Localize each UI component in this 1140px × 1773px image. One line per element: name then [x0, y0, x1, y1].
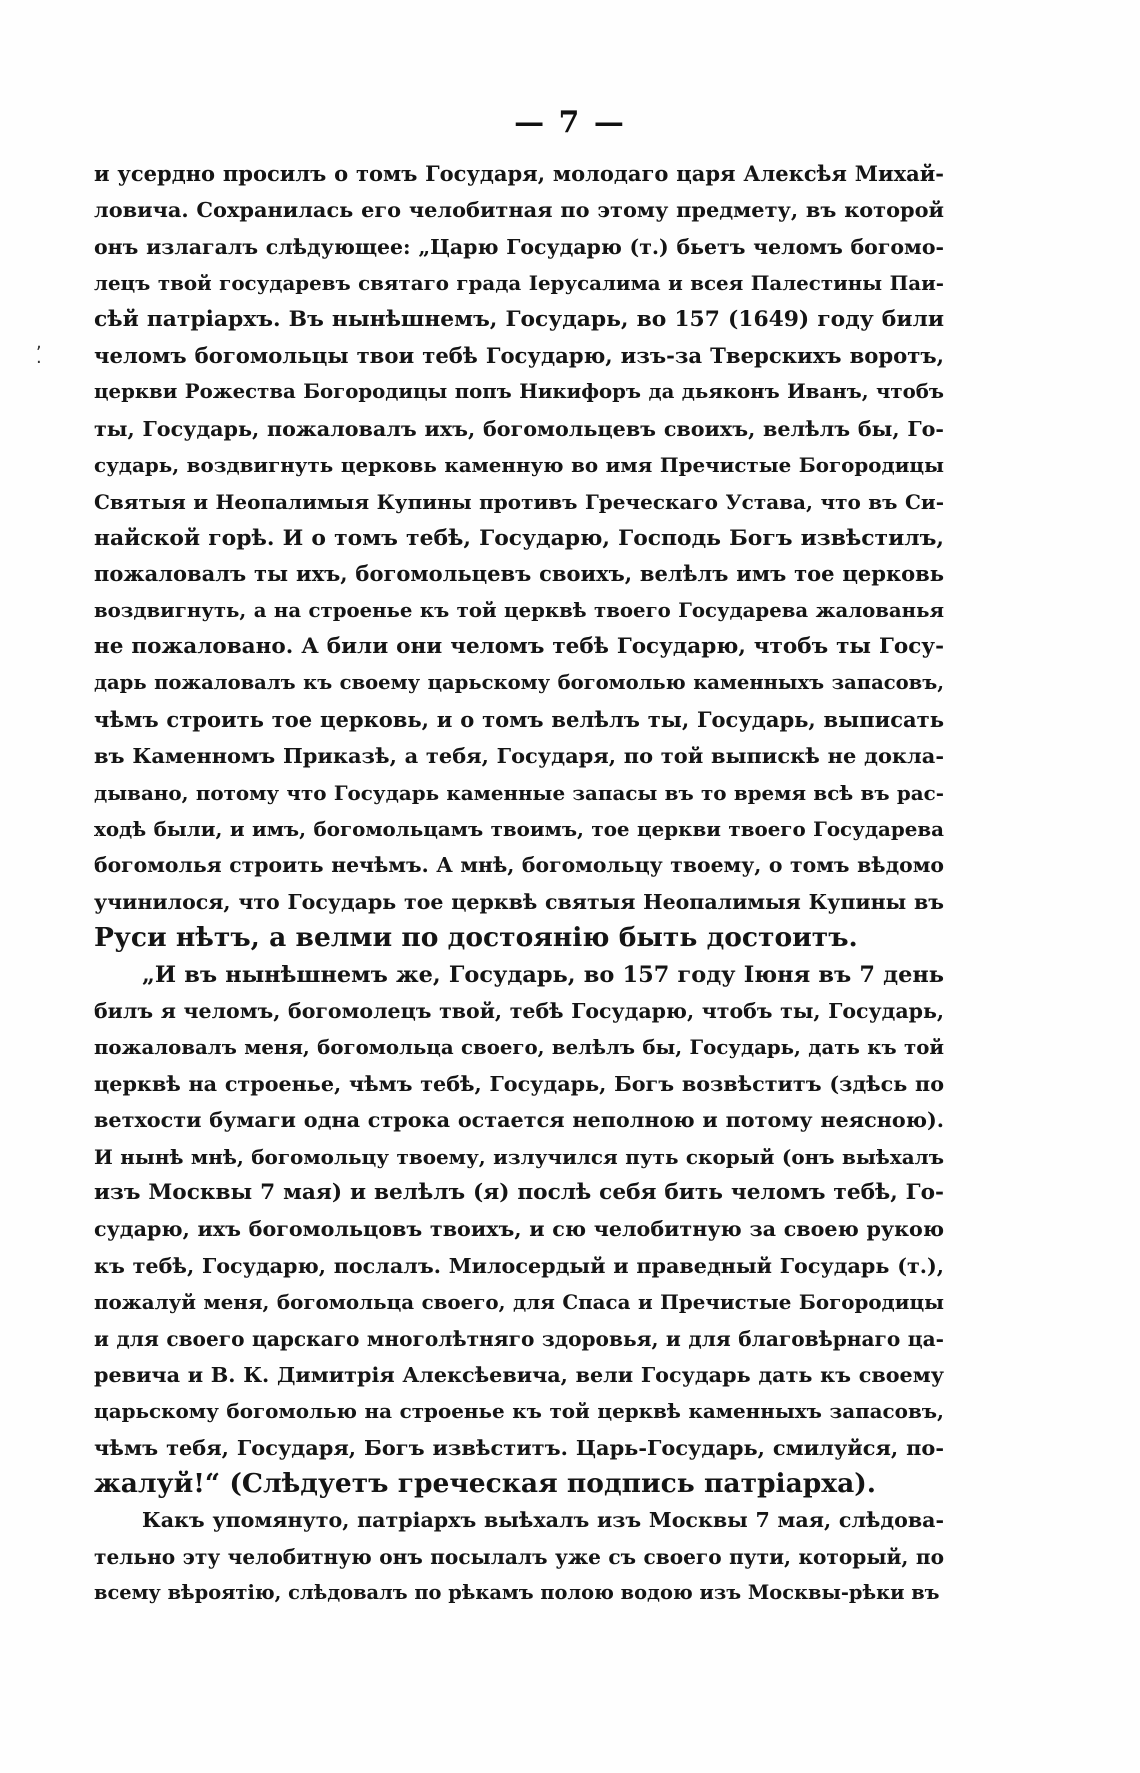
text-line: билъ я челомъ, богомолецъ твой, тебѣ Государю, чтобъ ты, Государь, — [94, 998, 944, 1023]
text-line: церкви Рожества Богородицы попъ Никифоръ да дьяконъ Иванъ, чтобъ — [94, 380, 944, 404]
paragraph — [94, 1502, 944, 1611]
text-line: ветхости бумаги одна строка остается неполною и потому неясною). — [94, 1108, 944, 1133]
text-line: дарь пожаловалъ къ своему царьскому богомолью каменныхъ запасовъ, — [94, 671, 944, 695]
paragraph — [94, 957, 944, 1503]
text-line: ловича. Сохранилась его челобитная по этому предмету, въ которой — [94, 197, 944, 223]
text-line: чѣмъ тебя, Государя, Богъ извѣститъ. Царь-Государь, смилуйся, по- — [94, 1434, 944, 1460]
text-line: найской горѣ. И о томъ тебѣ, Государю, Господь Богъ извѣстилъ, — [94, 524, 944, 551]
text-line: пожалуй меня, богомольца своего, для Спаса и Пречистые Богородицы — [94, 1290, 944, 1315]
text-line: церквѣ на строенье, чѣмъ тебѣ, Государь, Богъ возвѣститъ (здѣсь по — [94, 1071, 944, 1096]
text-line: учинилося, что Государь тое церквѣ святыя Неопалимыя Купины въ — [94, 889, 944, 914]
text-line: богомолья строить нечѣмъ. А мнѣ, богомольцу твоему, о томъ вѣдомо — [94, 853, 944, 878]
text-line: Руси нѣтъ, а велми по достоянію быть достоитъ. — [94, 922, 858, 954]
body-text — [94, 156, 944, 1612]
text-line: и усердно просилъ о томъ Государя, молодаго царя Алексѣя Михай- — [94, 161, 944, 186]
text-line: Святыя и Неопалимыя Купины противъ Греческаго Устава, что въ Си- — [94, 489, 944, 514]
text-line: въ Каменномъ Приказѣ, а тебя, Государя, по той выпискѣ не доклa- — [94, 743, 944, 769]
text-line: царьскому богомолью на строенье къ той церквѣ каменныхъ запасовъ, — [94, 1399, 944, 1424]
text-line: дывано, потому что Государь каменные запасы въ то время всѣ въ рас- — [94, 780, 944, 805]
text-line: жалуй!“ (Слѣдуетъ греческая подпись патріарха). — [94, 1468, 877, 1500]
text-line: ты, Государь, пожаловалъ ихъ, богомольцевъ своихъ, велѣлъ бы, Го- — [94, 416, 944, 441]
page-number: — 7 — — [514, 105, 626, 140]
text-line: тельно эту челобитную онъ посылалъ уже съ своего пути, который, по — [94, 1544, 944, 1569]
margin-mark: , — [36, 332, 42, 353]
text-line: къ тебѣ, Государю, послалъ. Милосердый и праведный Государь (т.), — [94, 1253, 944, 1278]
text-line: всему вѣроятію, слѣдовалъ по рѣкамъ полою водою изъ Москвы-рѣки въ — [94, 1581, 940, 1605]
text-line: сударь, воздвигнуть церковь каменную во имя Пречистые Богородицы — [94, 453, 944, 478]
text-line: чѣмъ строить тое церковь, и о томъ велѣлъ ты, Государь, выписать — [94, 706, 944, 732]
text-line: изъ Москвы 7 мая) и велѣлъ (я) послѣ себя бить челомъ тебѣ, Го- — [94, 1179, 944, 1205]
text-line: ходѣ были, и имъ, богомольцамъ твоимъ, тое церкви твоего Государева — [94, 817, 944, 842]
margin-mark: · — [36, 352, 42, 373]
paragraph — [94, 156, 944, 957]
text-line: и для своего царскаго многолѣтняго здоровья, и для благовѣрнаго ца- — [94, 1326, 944, 1351]
text-line: лецъ твой государевъ святаго града Іерусалима и всея Палестины Паи- — [94, 271, 944, 296]
text-line: пожаловалъ ты ихъ, богомольцевъ своихъ, велѣлъ имъ тое церковь — [94, 561, 944, 587]
text-line: ревича и В. К. Димитрія Алексѣевича, вели Государь дать къ своему — [94, 1362, 944, 1387]
text-line: не пожаловано. А били они челомъ тебѣ Государю, чтобъ ты Госу- — [94, 634, 944, 660]
text-line: сѣй патріархъ. Въ нынѣшнемъ, Государь, во 157 (1649) году били — [94, 306, 944, 332]
text-line: Какъ упомянуто, патріархъ выѣхалъ изъ Москвы 7 мая, слѣдова- — [142, 1508, 944, 1533]
text-line: „И въ нынѣшнемъ же, Государь, во 157 году Іюня въ 7 день — [142, 961, 944, 988]
text-line: воздвигнуть, а на строенье къ той церквѣ твоего Государева жалованья — [94, 598, 944, 622]
text-line: челомъ богомольцы твои тебѣ Государю, изъ-за Тверскихъ воротъ, — [94, 342, 944, 368]
text-line: пожаловалъ меня, богомольца своего, велѣлъ бы, Государь, дать къ той — [94, 1035, 944, 1060]
text-line: онъ излагалъ слѣдующее: „Царю Государю (т.) бьетъ челомъ богомо- — [94, 234, 944, 259]
text-line: сударю, ихъ богомольцовъ твоихъ, и сю челобитную за своею рукою — [94, 1217, 944, 1242]
text-line: И нынѣ мнѣ, богомольцу твоему, излучился путь скорый (онъ выѣхалъ — [94, 1144, 944, 1169]
